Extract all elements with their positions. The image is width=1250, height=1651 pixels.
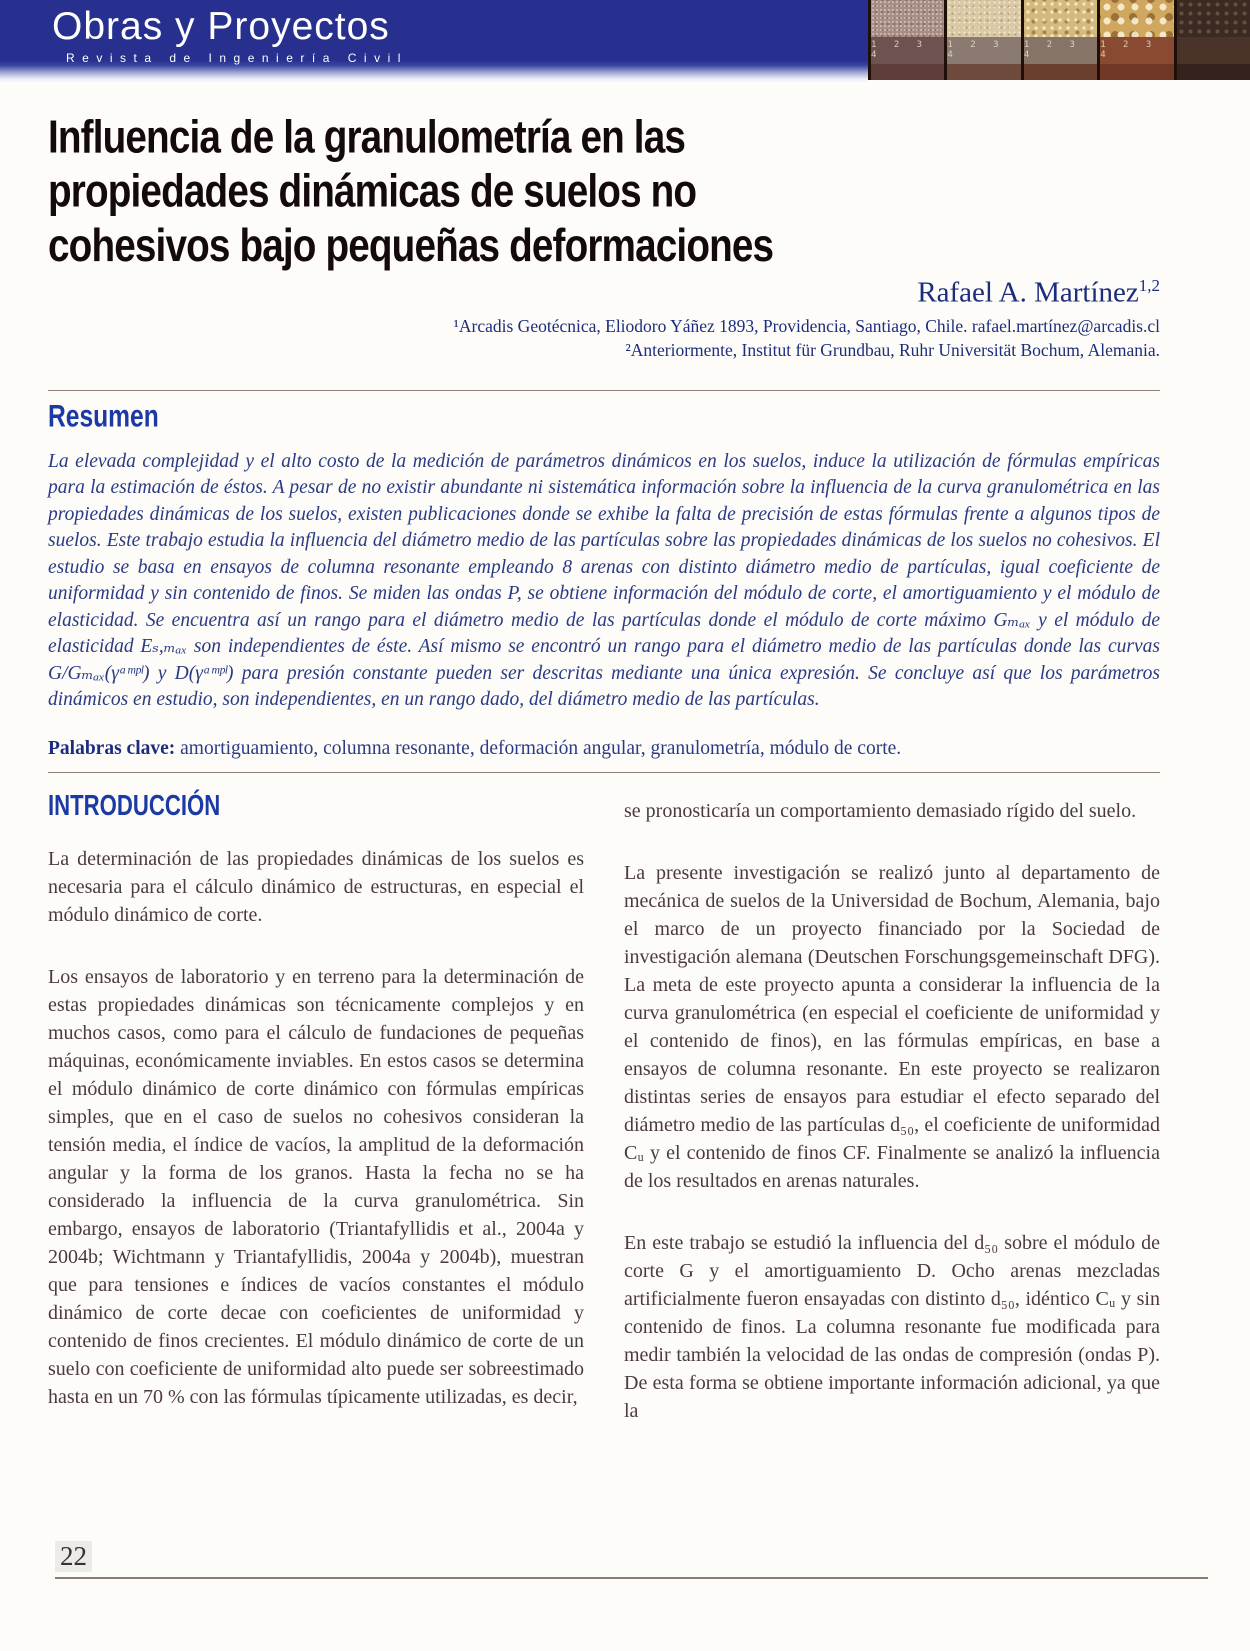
sand-sample-photo <box>1021 0 1097 80</box>
right-column <box>624 791 1160 1459</box>
sand-grain-texture <box>871 0 944 37</box>
left-column <box>48 791 584 1459</box>
introduction-heading: INTRODUCCIÓN <box>48 789 221 822</box>
sand-sample-photo <box>868 0 944 80</box>
article-content <box>0 110 1250 1459</box>
page-number: 22 <box>55 1541 92 1572</box>
ruler-band: 1 2 3 4 <box>871 37 944 64</box>
keywords-text: amortiguamiento, columna resonante, deformación angular, granulometría, módulo de corte. <box>175 737 902 759</box>
abstract-heading: Resumen <box>48 398 159 434</box>
body-paragraph: se pronosticaría un comportamiento demasiado rígido del suelo. <box>624 799 1137 822</box>
body-paragraph: Los ensayos de laboratorio y en terreno para la determinación de estas propiedades dinámicas son técnicamente complejos y en muchos casos, como para el cálculo de fundaciones de pequeñas máquinas, económicamente inviables. En estos casos se determina el módulo dinámico de corte dinámico con fórmulas empíricas simples, que en el caso de suelos no cohesivos consideran la tensión media, el índice de vacíos, la amplitud de la deformación angular y la forma de los granos. Hasta la fecha no se ha considerado la influencia de la curva granulométrica. Sin embargo, ensayos de laboratorio (Triantafyllidis et al., 2004a y 2004b; Wichtmann y Triantafyllidis, 2004a y 2004b), muestran que para tensiones e índices de vacíos constantes el módulo dinámico de corte decae con coeficientes de uniformidad y contenido de finos crecientes. El módulo dinámico de corte de un suelo con coeficiente de uniformidad alto puede ser sobreestimado hasta en un 70 % con las fórmulas típicamente utilizadas, es decir, <box>48 965 584 1408</box>
ruler-base <box>1024 64 1097 80</box>
journal-brand-subtitle: Revista de Ingeniería Civil <box>66 50 408 65</box>
body-paragraph: La determinación de las propiedades dinámicas de los suelos es necesaria para el cálculo dinámico de estructuras, en especial el módulo dinámico de corte. <box>48 847 584 926</box>
sand-grain-texture <box>1100 0 1173 37</box>
sand-grain-texture <box>1177 0 1250 37</box>
journal-brand: Obras y Proyectos <box>52 5 390 48</box>
body-paragraph: En este trabajo se estudió la influencia del d₅₀ sobre el módulo de corte G y el amortiguamiento D. Ocho arenas mezcladas artificialmente fueron ensayadas con distinto d₅₀, idéntico Cᵤ y sin contenido de finos. La columna resonante fue modificada para medir también la velocidad de las ondas de compresión (ondas P). De esta forma se obtiene importante información adicional, ya que la <box>624 1231 1160 1422</box>
keywords-line <box>48 738 1160 760</box>
sand-grain-texture <box>947 0 1020 37</box>
sand-grain-texture <box>1024 0 1097 37</box>
body-columns <box>48 791 1160 1459</box>
ruler-band: 1 2 3 4 <box>1024 37 1097 64</box>
keywords-label: Palabras clave: <box>48 737 176 759</box>
sand-sample-photo-strip <box>868 0 1250 80</box>
title-line: Influencia de la granulometría en las <box>48 110 686 164</box>
body-paragraph: La presente investigación se realizó junto al departamento de mecánica de suelos de la Universidad de Bochum, Alemania, bajo el marco de un proyecto financiado por la Sociedad de investigación alemana (Deutschen Forschungsgemeinschaft DFG). La meta de este proyecto apunta a considerar la influencia de la curva granulométrica (en especial el coeficiente de uniformidad y el contenido de finos), en las fórmulas empíricas, en base a ensayos de columna resonante. En este proyecto se realizaron distintas series de ensayos para estudiar el efecto separado del diámetro medio de las partículas d₅₀, el coeficiente de uniformidad Cᵤ y el contenido de finos CF. Finalmente se analizó la influencia de los resultados en arenas naturales. <box>624 861 1160 1192</box>
footer-divider <box>55 1577 1208 1579</box>
affiliation-line: ¹Arcadis Geotécnica, Eliodoro Yáñez 1893, Providencia, Santiago, Chile. rafael.martínez@arcadis.cl <box>453 315 1160 336</box>
author-name: Rafael A. Martínez <box>917 276 1139 309</box>
ruler-band: 1 2 3 4 <box>947 37 1020 64</box>
author-affiliation-marks: 1,2 <box>1138 276 1160 295</box>
ruler-base <box>871 64 944 80</box>
ruler-base <box>1100 64 1173 80</box>
title-line: propiedades dinámicas de suelos no <box>48 164 697 218</box>
journal-banner <box>0 0 868 84</box>
divider <box>48 772 1160 773</box>
divider <box>48 390 1160 391</box>
author-line <box>48 276 1160 310</box>
sand-sample-photo <box>1097 0 1173 80</box>
article-title <box>48 110 1004 272</box>
sand-sample-photo <box>1174 0 1250 80</box>
title-line: cohesivos bajo pequeñas deformaciones <box>48 218 774 272</box>
affiliations <box>48 314 1160 362</box>
affiliation-line: ²Anteriormente, Institut für Grundbau, Ruhr Universität Bochum, Alemania. <box>625 339 1160 360</box>
ruler-base <box>1177 64 1250 80</box>
ruler-base <box>947 64 1020 80</box>
masthead <box>0 0 1250 84</box>
ruler-band: 1 2 3 4 <box>1100 37 1173 64</box>
ruler-band <box>1177 37 1250 64</box>
abstract-text: La elevada complejidad y el alto costo de la medición de parámetros dinámicos en los suelos, induce la utilización de fórmulas empíricas para la estimación de éstos. A pesar de no existir abundante ni sistemática información sobre la influencia de la curva granulométrica en las propiedades dinámicas de los suelos, existen publicaciones donde se exhibe la falta de precisión de estas fórmulas frente a algunos tipos de suelos. Este trabajo estudia la influencia del diámetro medio de las partículas sobre las propiedades dinámicas de los suelos no cohesivos. El estudio se basa en ensayos de columna resonante empleando 8 arenas con distinto diámetro medio de partículas, igual coeficiente de uniformidad y sin contenido de finos. Se miden las ondas P, se obtiene información del módulo de corte, el amortiguamiento y el módulo de elasticidad. Se encuentra así un rango para el diámetro medio de las partículas donde el módulo de corte máximo Gₘₐₓ y el módulo de elasticidad Eₛ,ₘₐₓ son independientes de éste. Así mismo se encontró un rango para el diámetro medio de las partículas donde las curvas G/Gₘₐₓ(γᵃᵐᵖˡ) y D(γᵃᵐᵖˡ) para presión constante pueden ser descritas mediante una única expresión. Se concluye así que los parámetros dinámicos en estudio, son independientes, en un rango dado, del diámetro medio de las partículas. <box>48 450 1160 711</box>
sand-sample-photo <box>944 0 1020 80</box>
